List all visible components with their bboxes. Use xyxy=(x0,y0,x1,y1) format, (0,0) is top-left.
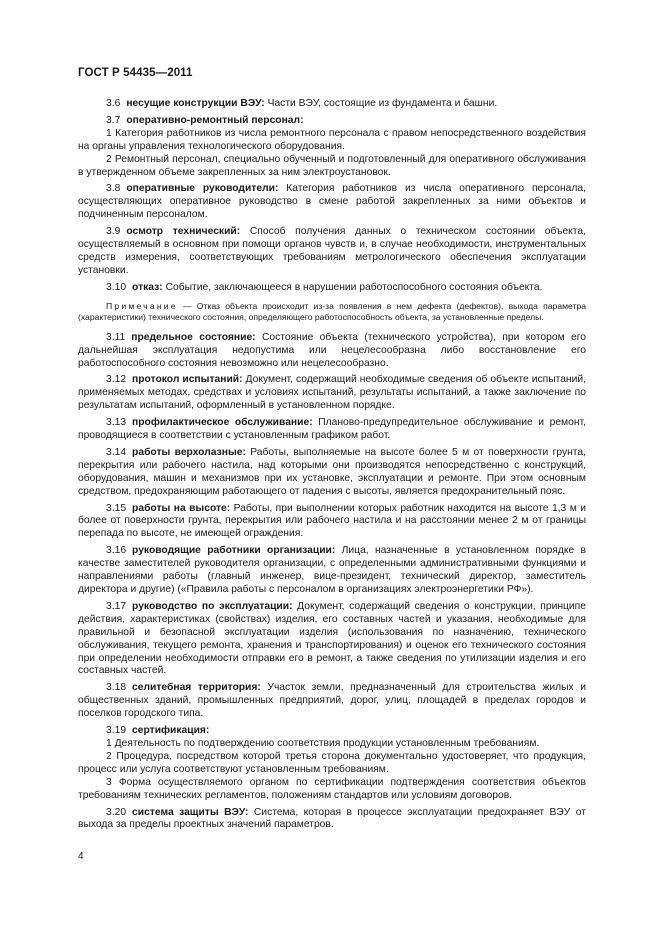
entry-number: 3.10 xyxy=(106,281,127,293)
entry-term: отказ: xyxy=(132,281,163,293)
note-label: Примечание xyxy=(106,300,178,311)
entry-definition: Участок земли, предназначенный для строительства жилых и общественных зданий, промышленных предприятий, дорог, улиц, площадей в пределах городов и поселков городского типа. xyxy=(78,682,586,720)
entry-definition: Категория работников из числа оперативного персонала, осуществляющих оперативное руководство в смене работой закрепленных за ними объектов и подчиненным персоналом. xyxy=(78,183,586,221)
term-entry-3-9 xyxy=(78,226,586,278)
entry-sub-definition: 2 Ремонтный персонал, специально обученный и подготовленный для оперативного обслуживания в утвержденном объеме закрепленных за ним электроустановок. xyxy=(78,153,586,178)
term-entry-3-8 xyxy=(78,183,586,222)
term-entry-3-19 xyxy=(78,725,586,802)
term-entry-3-18 xyxy=(78,682,586,721)
entry-number: 3.19 xyxy=(106,725,127,737)
entry-term: руководство по эксплуатации: xyxy=(132,600,293,612)
entry-sub-definition: 3 Форма осуществляемого органом по сертификации подтверждения соответствия объектов требованиям технических регламентов, положениям стандартов или условиям договоров. xyxy=(78,776,586,801)
term-entry-3-6 xyxy=(78,98,586,111)
entry-number: 3.15 xyxy=(106,502,127,514)
entry-definition: Планово-предупредительное обслуживание и ремонт, проводящиеся в соответствии с установленным графиком работ. xyxy=(78,417,586,442)
term-entry-3-12 xyxy=(78,374,586,413)
entry-term: сертификация: xyxy=(132,725,210,737)
entry-definition: Лица, назначенные в установленном порядке в качестве заместителей руководителя организации, с определенными административными функциями и направлениями работы (главный инженер, вице-президент, технический директор, заместитель директора и другие) («Правила работы с персоналом в организациях электроэнергетики РФ»). xyxy=(78,545,586,595)
document-header: ГОСТ Р 54435—2011 xyxy=(78,67,193,79)
entry-definition: Работы, выполняемые на высоте более 5 м от поверхности грунта, перекрытия или рабочего настила, над которыми они производятся непосредственно с конструкций, оборудования, машин и механизмов при их установке, эксплуатации и ремонте. При этом основным средством, предохраняющим работающего от падения с высоты, является предохранительный пояс. xyxy=(78,446,586,497)
entry-definition: Событие, заключающееся в нарушении работоспособного состояния объекта. xyxy=(165,281,543,293)
entry-number: 3.16 xyxy=(106,545,127,557)
document-body xyxy=(78,98,586,836)
entry-term: руководящие работники организации: xyxy=(132,545,336,557)
term-entry-3-11 xyxy=(78,332,586,371)
term-entry-3-14 xyxy=(78,447,586,499)
page-number: 4 xyxy=(78,851,84,862)
entry-term: протокол испытаний: xyxy=(132,374,243,386)
entry-definition: Работы, при выполнении которых работник находится на высоте 1,3 м и более от поверхности грунта, перекрытия или рабочего настила и на расстоянии менее 2 м от границы перепада по высоте, не имеющей ограждения. xyxy=(78,502,586,540)
entry-number: 3.20 xyxy=(106,806,127,818)
entry-number: 3.12 xyxy=(106,374,127,386)
entry-sub-definition: 1 Категория работников из числа ремонтного персонала с правом непосредственного воздействия на органы управления технологического оборудования. xyxy=(78,127,586,152)
note xyxy=(78,301,586,323)
entry-definition: Способ получения данных о техническом состоянии объекта, осуществляемый в основном при помощи органов чувств и, в случае необходимости, инструментальных средств измерения, соответствующих требованиям метрологического обеспечения эксплуатации установки. xyxy=(78,226,586,276)
entry-definition: Система, которая в процессе эксплуатации предохраняет ВЭУ от выхода за пределы проектных значений параметров. xyxy=(78,806,586,831)
entry-sub-definition: 1 Деятельность по подтверждению соответствия продукции установленным требованиям. xyxy=(106,737,540,749)
entry-term: несущие конструкции ВЭУ: xyxy=(126,98,265,109)
entry-term: профилактическое обслуживание: xyxy=(132,417,313,429)
term-entry-3-16 xyxy=(78,545,586,597)
entry-number: 3.6 xyxy=(106,98,121,109)
entry-definition: Состояние объекта (технического устройства), при котором его дальнейшая эксплуатация недопустима или нецелесообразна либо восстановление его работоспособного состояния невозможно или нецелесообразно. xyxy=(78,331,586,369)
entry-number: 3.9 xyxy=(106,226,121,238)
term-entry-3-20 xyxy=(78,807,586,833)
entry-definition: Части ВЭУ, состоящие из фундамента и башни. xyxy=(267,98,498,109)
entry-term: работы на высоте: xyxy=(132,502,231,514)
entry-term: система защиты ВЭУ: xyxy=(132,806,249,818)
entry-term: оперативно-ремонтный персонал: xyxy=(126,114,304,126)
entry-number: 3.17 xyxy=(106,600,127,612)
note-text: — Отказ объекта происходит из-за появления в нем дефекта (дефектов), выхода параметра (характеристики) технического состояния, определяющего работоспособность объекта, за установленные пределы. xyxy=(78,300,587,322)
term-entry-3-15 xyxy=(78,503,586,542)
entry-term: оперативные руководители: xyxy=(126,183,279,195)
term-entry-3-13 xyxy=(78,417,586,443)
entry-sub-definition: 2 Процедура, посредством которой третья сторона документально удостоверяет, что продукция, процесс или услуга соответствуют установленным требованиям. xyxy=(78,750,586,775)
entry-term: предельное состояние: xyxy=(131,331,256,343)
entry-number: 3.14 xyxy=(106,446,127,458)
entry-definition: Документ, содержащий необходимые сведения об объекте испытаний, применяемых методах, средствах и условиях испытаний, результаты испытаний, а также заключение по результатам испытаний, оформленный в установленном порядке. xyxy=(78,374,586,412)
entry-number: 3.13 xyxy=(106,417,127,429)
entry-number: 3.18 xyxy=(106,682,127,694)
term-entry-3-7 xyxy=(78,115,586,180)
entry-number: 3.8 xyxy=(106,183,121,195)
entry-term: осмотр технический: xyxy=(126,226,241,238)
entry-number: 3.11 xyxy=(106,331,126,343)
entry-term: селитебная территория: xyxy=(132,682,261,694)
entry-number: 3.7 xyxy=(106,114,121,126)
term-entry-3-10 xyxy=(78,282,586,295)
entry-definition: Документ, содержащий сведения о конструкции, принципе действия, характеристиках (свойствах) изделия, его составных частей и указания, необходимые для правильной и безопасной эксплуатации изделия (использования по назначению, технического обслуживания, текущего ремонта, хранения и транспортирования) и оценок его технического состояния при определении необходимости отправки его в ремонт, а также сведения по утилизации изделия и его составных частей. xyxy=(78,600,586,677)
entry-term: работы верхолазные: xyxy=(132,446,246,458)
term-entry-3-17 xyxy=(78,601,586,678)
